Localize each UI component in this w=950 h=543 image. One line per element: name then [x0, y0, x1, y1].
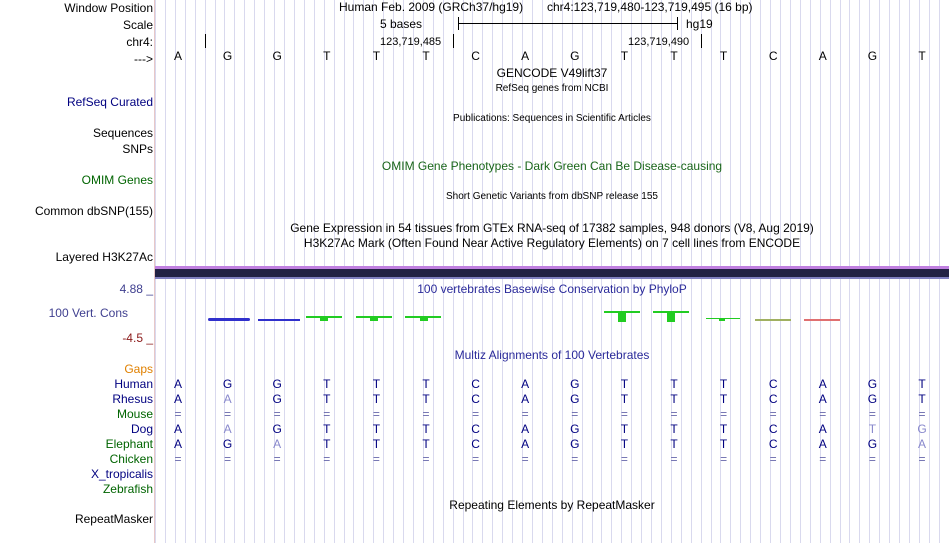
- alignment-base: T: [323, 392, 331, 406]
- label-dbsnp[interactable]: Common dbSNP(155): [34, 204, 153, 218]
- scale-db: hg19: [686, 17, 713, 31]
- label-repeatmasker[interactable]: RepeatMasker: [74, 512, 153, 526]
- phylop-pos-bar: [320, 316, 328, 321]
- phylop-small-bar: [804, 319, 840, 321]
- alignment-base: =: [372, 407, 380, 421]
- alignment-base: A: [917, 437, 926, 451]
- alignment-base: T: [323, 377, 331, 391]
- h3k27ac-signal-band[interactable]: [155, 269, 949, 277]
- label-omim[interactable]: OMIM Genes: [81, 173, 153, 187]
- alignment-base: =: [472, 407, 480, 421]
- sequence-base: G: [222, 49, 233, 63]
- alignment-base: A: [818, 422, 827, 436]
- alignment-base: T: [620, 392, 629, 406]
- alignment-base: =: [372, 452, 380, 466]
- assembly-name: Human Feb. 2009 (GRCh37/hg19): [339, 0, 524, 14]
- alignment-base: =: [521, 452, 529, 466]
- phylop-neg-bar: [258, 319, 300, 321]
- species-label[interactable]: Elephant: [105, 437, 153, 451]
- alignment-base: =: [620, 407, 628, 421]
- sequence-base: T: [323, 49, 331, 63]
- position-readout: chr4:123,719,480-123,719,495 (16 bp): [547, 0, 753, 14]
- h3k27ac-description: H3K27Ac Mark (Often Found Near Active Regulatory Elements) on 7 cell lines from ENCODE: [303, 236, 801, 250]
- alignment-base: T: [620, 422, 629, 436]
- label-gaps[interactable]: Gaps: [124, 362, 153, 376]
- alignment-base: T: [719, 392, 728, 406]
- sequence-base: A: [521, 49, 530, 63]
- sequence-base: G: [570, 49, 580, 63]
- alignment-base: =: [422, 452, 430, 466]
- dbsnp-description: Short Genetic Variants from dbSNP release 155: [446, 191, 658, 202]
- phylop-pos-bar: [420, 316, 428, 321]
- alignment-base: A: [818, 377, 827, 391]
- alignment-base: =: [819, 407, 827, 421]
- alignment-base: T: [422, 377, 430, 391]
- scale-bar: [458, 23, 678, 24]
- alignment-base: T: [868, 422, 877, 436]
- alignment-base: G: [272, 392, 282, 406]
- alignment-base: T: [372, 437, 381, 451]
- gencode-title[interactable]: GENCODE V49lift37: [496, 66, 608, 80]
- sequence-base: T: [670, 49, 678, 63]
- alignment-base: T: [670, 377, 678, 391]
- alignment-base: G: [867, 377, 878, 391]
- alignment-base: T: [918, 392, 926, 406]
- label-cons-min: -4.5 _: [122, 331, 153, 345]
- alignment-base: C: [471, 422, 480, 436]
- sequence-base: T: [719, 49, 728, 63]
- alignment-base: C: [768, 422, 778, 436]
- sequence-base: T: [620, 49, 629, 63]
- alignment-base: =: [224, 407, 232, 421]
- species-label[interactable]: Zebrafish: [102, 482, 153, 496]
- alignment-base: A: [173, 377, 182, 391]
- alignment-base: A: [521, 437, 530, 451]
- label-vert-cons[interactable]: 100 Vert. Cons: [48, 306, 128, 320]
- alignment-base: T: [422, 437, 430, 451]
- alignment-base: =: [918, 452, 926, 466]
- alignment-base: T: [372, 422, 381, 436]
- alignment-base: T: [323, 437, 331, 451]
- alignment-base: T: [620, 437, 629, 451]
- alignment-base: =: [323, 407, 331, 421]
- sequence-base: T: [372, 49, 381, 63]
- alignment-base: =: [174, 452, 182, 466]
- alignment-base: T: [918, 377, 926, 391]
- alignment-base: T: [422, 392, 430, 406]
- alignment-base: C: [471, 437, 480, 451]
- species-label[interactable]: Human: [114, 377, 153, 391]
- alignment-base: T: [719, 422, 728, 436]
- species-label[interactable]: Rhesus: [112, 392, 153, 406]
- alignment-base: =: [670, 407, 678, 421]
- label-refseq[interactable]: RefSeq Curated: [66, 95, 153, 109]
- alignment-base: =: [720, 452, 728, 466]
- alignment-base: C: [471, 392, 480, 406]
- sequence-base: G: [272, 49, 282, 63]
- sequence-base: T: [918, 49, 926, 63]
- ruler-pos-left: 123,719,485: [380, 36, 442, 48]
- phylop-neg-bar: [208, 318, 250, 321]
- phylop-description: 100 vertebrates Basewise Conservation by PhyloP: [417, 282, 687, 296]
- label-chrom: chr4:: [126, 35, 153, 49]
- alignment-base: =: [521, 407, 529, 421]
- alignment-base: T: [670, 422, 678, 436]
- alignment-base: =: [422, 407, 430, 421]
- alignment-base: T: [422, 422, 430, 436]
- sequence-base: C: [768, 49, 778, 63]
- alignment-base: T: [670, 392, 678, 406]
- alignment-base: G: [570, 422, 580, 436]
- alignment-base: G: [570, 437, 580, 451]
- multiz-description: Multiz Alignments of 100 Vertebrates: [454, 348, 650, 362]
- alignment-base: =: [273, 407, 281, 421]
- alignment-base: =: [720, 407, 728, 421]
- phylop-pos-bar: [370, 316, 378, 321]
- alignment-base: A: [173, 437, 182, 451]
- alignment-base: G: [570, 377, 580, 391]
- alignment-base: G: [867, 392, 878, 406]
- scale-bar-right-tick: [677, 17, 678, 30]
- label-sequences[interactable]: Sequences: [92, 126, 153, 140]
- ruler-tick-start: [205, 34, 206, 48]
- alignment-base: G: [917, 422, 927, 436]
- alignment-base: T: [719, 437, 728, 451]
- alignment-base: =: [174, 407, 182, 421]
- alignment-base: =: [620, 452, 628, 466]
- label-h3k27ac[interactable]: Layered H3K27Ac: [55, 250, 153, 264]
- omim-description: OMIM Gene Phenotypes - Dark Green Can Be Disease-causing: [381, 159, 723, 173]
- label-snps[interactable]: SNPs: [122, 142, 153, 156]
- alignment-base: G: [222, 377, 233, 391]
- gtex-description: Gene Expression in 54 tissues from GTEx RNA-seq of 17382 samples, 948 donors (V8, Aug 2019): [290, 221, 814, 235]
- alignment-base: =: [918, 407, 926, 421]
- alignment-base: =: [472, 452, 480, 466]
- sequence-base: G: [867, 49, 878, 63]
- alignment-base: G: [570, 392, 580, 406]
- phylop-pos-bar: [719, 318, 725, 321]
- phylop-small-bar: [755, 319, 791, 321]
- alignment-base: G: [272, 422, 282, 436]
- publications-description: Publications: Sequences in Scientific Articles: [453, 113, 651, 124]
- alignment-base: A: [173, 422, 182, 436]
- alignment-base: G: [272, 377, 282, 391]
- alignment-base: T: [372, 377, 381, 391]
- sequence-base: C: [471, 49, 480, 63]
- label-scale: Scale: [122, 18, 153, 32]
- label-strand-arrow[interactable]: --->: [134, 52, 153, 66]
- alignment-base: A: [173, 392, 182, 406]
- alignment-base: G: [867, 437, 878, 451]
- alignment-base: =: [323, 452, 331, 466]
- alignment-base: A: [521, 392, 530, 406]
- alignment-base: =: [868, 452, 876, 466]
- alignment-base: A: [521, 377, 530, 391]
- alignment-base: T: [719, 377, 728, 391]
- species-label[interactable]: Chicken: [109, 452, 153, 466]
- alignment-base: T: [620, 377, 629, 391]
- alignment-base: =: [571, 407, 579, 421]
- alignment-base: C: [768, 392, 778, 406]
- phylop-pos-bar: [667, 311, 675, 322]
- ruler-pos-right: 123,719,490: [628, 36, 690, 48]
- alignment-base: A: [818, 437, 827, 451]
- species-label[interactable]: Mouse: [116, 407, 153, 421]
- alignment-base: =: [769, 407, 777, 421]
- species-label[interactable]: Dog: [130, 422, 153, 436]
- ruler-tick-left: [453, 34, 454, 48]
- alignment-base: C: [768, 377, 778, 391]
- alignment-base: G: [222, 437, 233, 451]
- label-cons-max: 4.88 _: [119, 282, 153, 296]
- refseq-description: RefSeq genes from NCBI: [495, 83, 609, 94]
- alignment-base: A: [223, 392, 232, 406]
- alignment-base: A: [223, 422, 232, 436]
- alignment-base: =: [273, 452, 281, 466]
- alignment-base: A: [273, 437, 282, 451]
- alignment-base: C: [768, 437, 778, 451]
- repeatmasker-description: Repeating Elements by RepeatMasker: [449, 498, 655, 512]
- sequence-base: A: [173, 49, 182, 63]
- h3k27ac-signal-bottom: [155, 277, 949, 279]
- alignment-base: =: [571, 452, 579, 466]
- phylop-pos-bar: [618, 311, 626, 322]
- sequence-base: T: [422, 49, 430, 63]
- alignment-base: =: [819, 452, 827, 466]
- sequence-base: A: [818, 49, 827, 63]
- alignment-base: T: [323, 422, 331, 436]
- alignment-base: A: [818, 392, 827, 406]
- alignment-base: C: [471, 377, 480, 391]
- alignment-base: =: [868, 407, 876, 421]
- species-label[interactable]: X_tropicalis: [90, 467, 153, 481]
- label-window-position: Window Position: [64, 1, 153, 15]
- scale-text: 5 bases: [380, 17, 423, 31]
- alignment-base: T: [372, 392, 381, 406]
- alignment-base: =: [769, 452, 777, 466]
- ruler-tick-right: [701, 34, 702, 48]
- alignment-base: A: [521, 422, 530, 436]
- alignment-base: =: [224, 452, 232, 466]
- alignment-base: =: [670, 452, 678, 466]
- alignment-base: T: [670, 437, 678, 451]
